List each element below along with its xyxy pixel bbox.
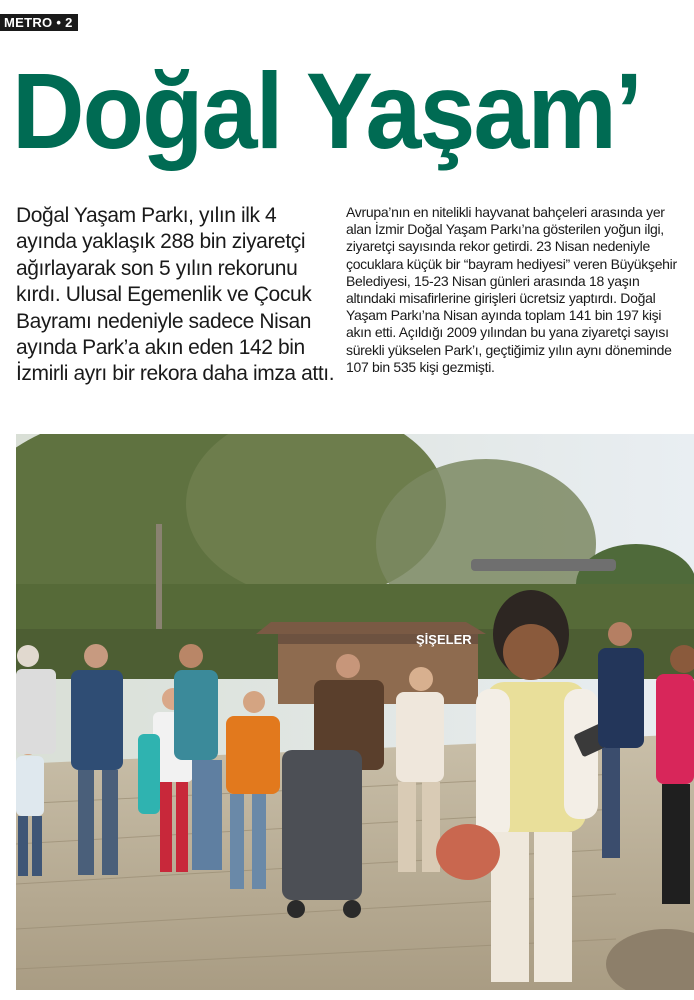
lead-paragraph: Doğal Yaşam Parkı, yılın ilk 4 ayında yaklaşık 288 bin ziyaretçi ağırlayarak son 5 yılın rekorunu kırdı. Ulusal Egemenlik ve Çocuk Bayramı nedeniyle sadece Nisan ayında Park’a akın eden 142 bin İzmirli ayrı bir rekora daha imza attı.	[16, 204, 335, 386]
cart-roof	[471, 559, 616, 571]
park-photo	[16, 434, 694, 990]
headline: Doğal Yaşam’	[12, 50, 642, 171]
kiosk-sign: ŞİŞELER	[416, 632, 472, 647]
section-tag: METRO • 2	[0, 14, 78, 31]
body-paragraph: Avrupa’nın en nitelikli hayvanat bahçeleri arasında yer alan İzmir Doğal Yaşam Parkı’na gösterilen yoğun ilgi, ziyaretçi sayısında rekor getirdi. 23 Nisan nedeniyle çocuklara küçük bir “bayram hediyesi” veren Büyükşehir Belediyesi, 15-23 Nisan günleri arasında 18 yaşın altındaki misafirlerine girişleri ücretsiz yaptırdı. Doğal Yaşam Parkı’na Nisan ayında toplam 141 bin 197 kişi akın etti. Açıldığı 2009 yılından bu yana ziyaretçi sayısı sürekli yükselen Park’ı, geçtiğimiz yılın aynı döneminde 107 bin 535 kişi gezmişti.	[346, 204, 677, 375]
